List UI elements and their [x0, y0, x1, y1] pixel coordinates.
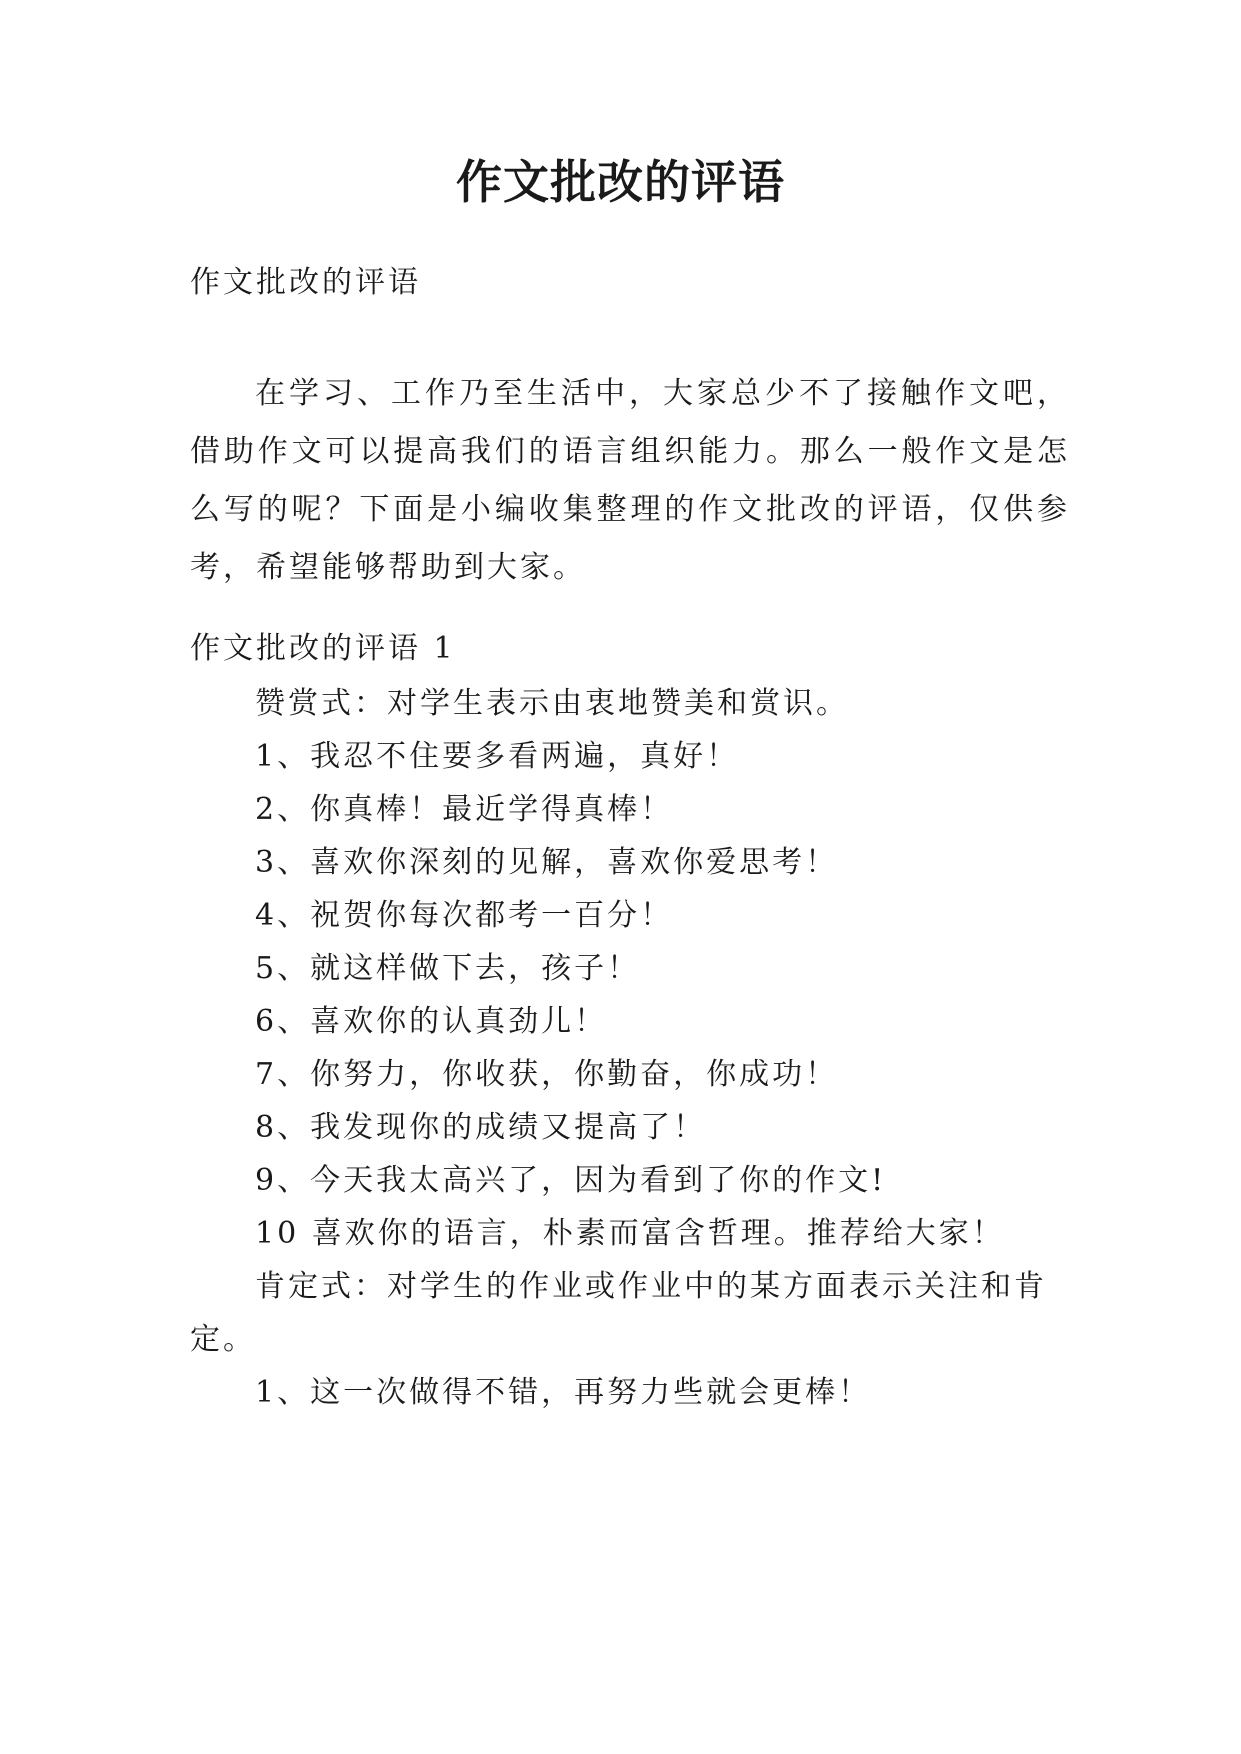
list-item: 7、你努力，你收获，你勤奋，你成功！ [255, 1057, 839, 1092]
list-item: 4、祝贺你每次都考一百分！ [255, 898, 674, 933]
section-heading: 作文批改的评语 1 [190, 631, 456, 666]
list-item: 3、喜欢你深刻的见解，喜欢你爱思考！ [255, 845, 839, 880]
document-title: 作文批改的评语 [456, 155, 785, 209]
list-item: 5、就这样做下去，孩子！ [255, 951, 641, 986]
affirm-intro: 肯定式：对学生的作业或作业中的某方面表示关注和肯 [255, 1269, 1047, 1304]
intro-paragraph: 在学习、工作乃至生活中，大家总少不了接触作文吧，借助作文可以提高我们的语言组织能力。那么一般作文是怎么写的呢？下面是小编收集整理的作文批改的评语，仅供参考，希望能够帮助到大家。 [190, 376, 1070, 585]
affirm-intro-continued: 定。 [190, 1322, 256, 1357]
list-item: 6、喜欢你的认真劲儿！ [255, 1004, 608, 1039]
list-item: 8、我发现你的成绩又提高了！ [255, 1110, 707, 1145]
list-item: 1、我忍不住要多看两遍，真好！ [255, 739, 740, 774]
list-item: 10 喜欢你的语言，朴素而富含哲理。推荐给大家！ [255, 1216, 1005, 1251]
praise-intro: 赞赏式：对学生表示由衷地赞美和赏识。 [255, 686, 849, 721]
list-item: 1、这一次做得不错，再努力些就会更棒！ [255, 1375, 872, 1410]
document-subtitle: 作文批改的评语 [190, 265, 421, 300]
list-item: 2、你真棒！最近学得真棒！ [255, 792, 674, 827]
list-item: 9、今天我太高兴了，因为看到了你的作文! [255, 1163, 887, 1198]
